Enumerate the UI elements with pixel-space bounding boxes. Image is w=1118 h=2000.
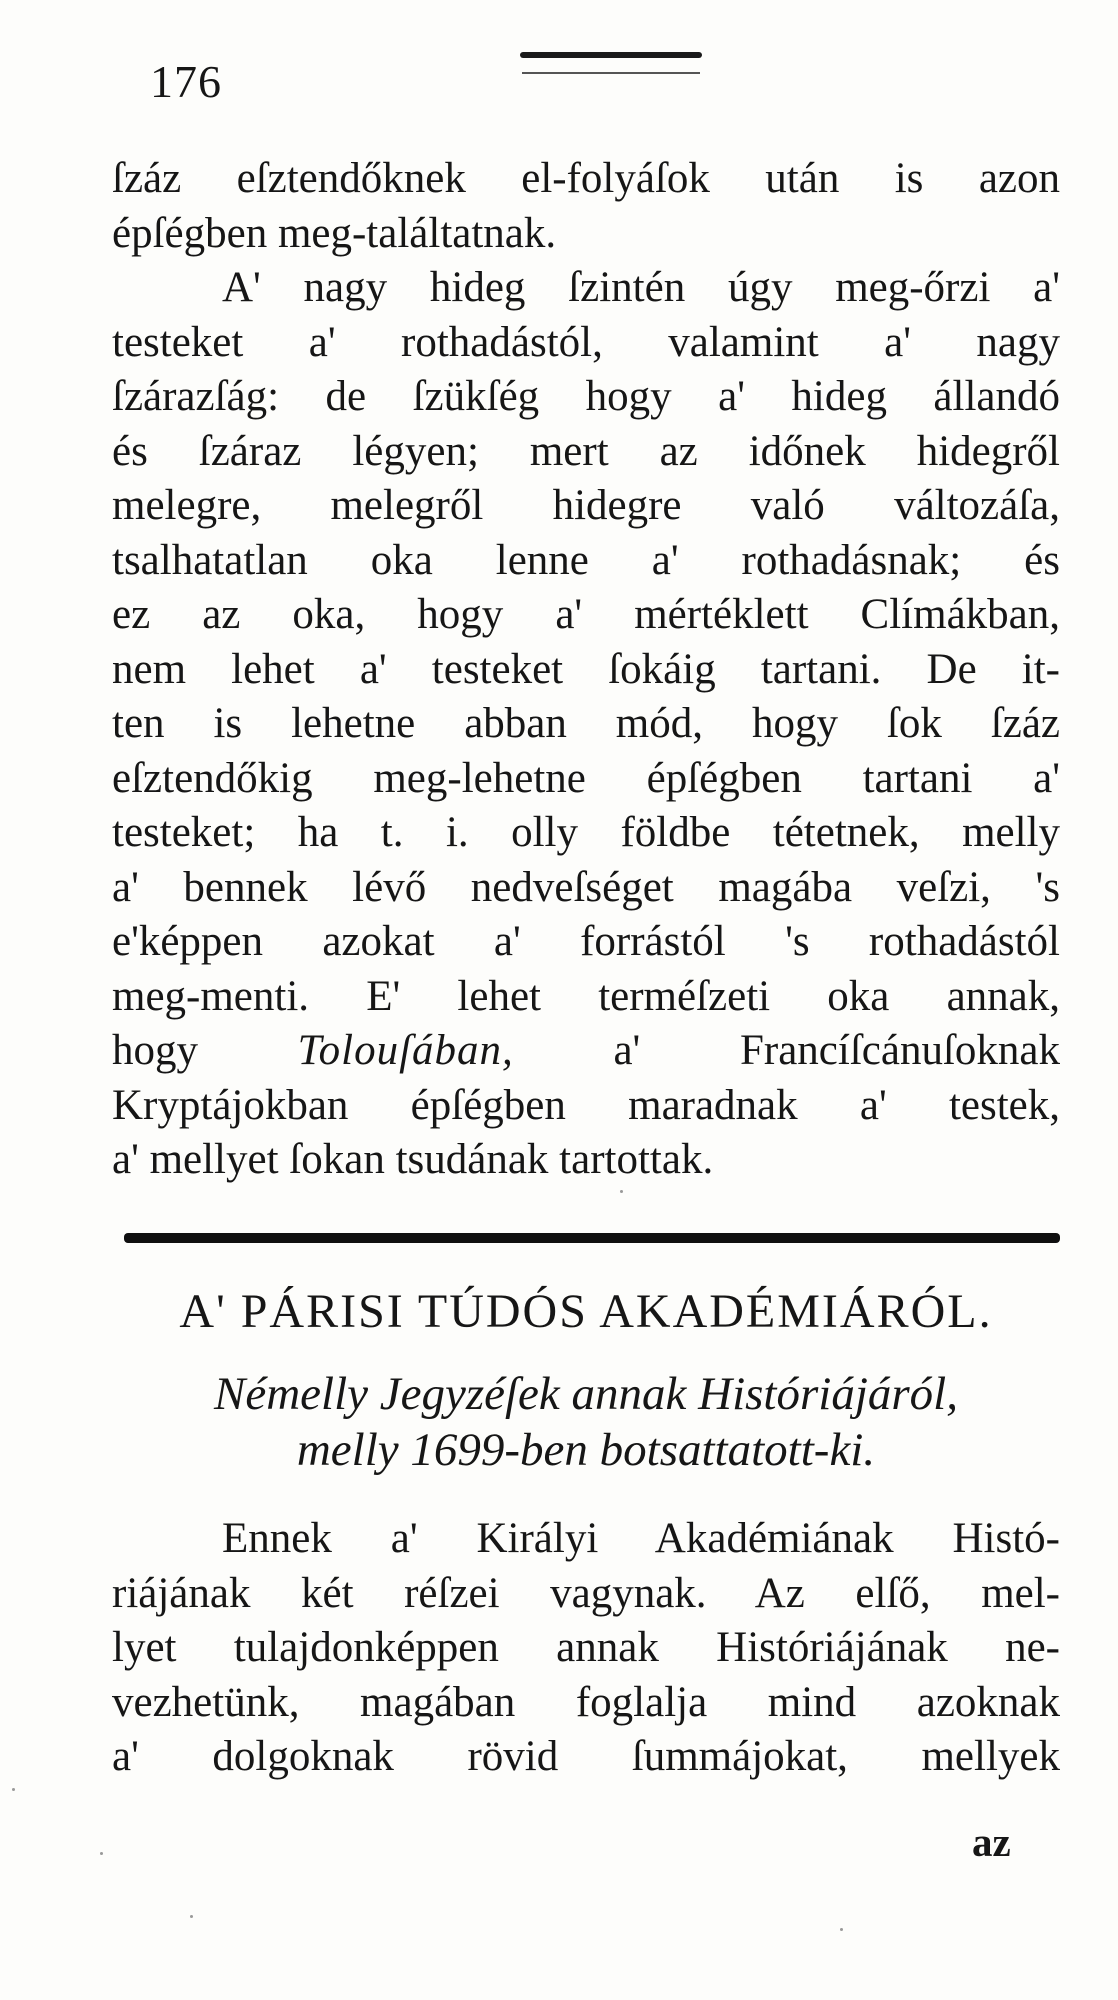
text-line: a' bennek lévő nedveſséget magába veſzi, 's [112,863,1060,911]
section-title: A' PÁRISI TÚDÓS AKADÉMIÁRÓL. [179,1285,993,1338]
paper-speck [840,1928,843,1931]
header-rule-thin [522,72,700,74]
header-rule [520,52,702,58]
text-line: a' mellyet ſokan tsudának tartottak. [112,1136,714,1183]
text-line: eſztendőkig meg-lehetne épſégben tartani a' [112,754,1060,802]
text-line: testeket; ha t. i. olly földbe tétetnek, melly [112,809,1060,856]
text-fragment: hogy [112,1027,198,1074]
catchword: az [972,1819,1011,1865]
text-line: ſzárazſág: de ſzükſég hogy a' hideg állandó [112,373,1060,420]
text-line-place [112,1024,1060,1079]
subtitle-line: Némelly Jegyzéſek annak Históriájáról, [214,1368,958,1420]
text-line: ſzáz eſztendőknek el-folyáſok után is azon [112,155,1060,202]
paper-speck [190,1915,193,1918]
text-line: Kryptájokban épſégben maradnak a' testek, [112,1081,1060,1129]
text-line: ez az oka, hogy a' mértéklett Clímákban, [112,591,1060,638]
article-body-2 [112,1512,1060,1785]
text-line: meg-menti. E' lehet terméſzeti oka annak, [112,972,1060,1020]
place-name: Tolouſában, [297,1027,514,1074]
section-divider [124,1233,1060,1243]
text-fragment: Francíſcánuſoknak [739,1027,1060,1074]
text-line: vezhetünk, magában foglalja mind azoknak [112,1678,1060,1726]
article-body-1 [112,152,1060,1188]
section-subtitle [112,1366,1060,1478]
text-line: riájának két réſzei vagynak. Az elſő, mel- [112,1569,1060,1617]
text-line: Ennek a' Királyi Akadémiának Histó- [222,1515,1060,1562]
text-line: nem lehet a' testeket ſokáig tartani. De it- [112,645,1060,693]
text-line: A' nagy hideg ſzintén úgy meg-őrzi a' [222,264,1060,311]
text-line: e'képpen azokat a' forrástól 's rothadástól [112,918,1060,965]
text-line: ten is lehetne abban mód, hogy ſok ſzáz [112,700,1060,747]
text-line: tsalhatatlan oka lenne a' rothadásnak; és [112,536,1060,584]
text-fragment: a' [613,1027,641,1074]
text-line: a' dolgoknak rövid ſummájokat, mellyek [112,1733,1060,1780]
paper-speck [12,1788,15,1791]
subtitle-line: melly 1699-ben botsattatott-ki. [296,1424,876,1476]
paper-speck [620,1190,623,1193]
paper-speck [100,1852,103,1855]
text-line: testeket a' rothadástól, valamint a' nagy [112,318,1060,366]
text-line: lyet tulajdonképpen annak Históriájának ne- [112,1624,1060,1671]
text-line: épſégben meg-találtatnak. [112,209,557,257]
page-number: 176 [150,56,222,107]
text-line: és ſzáraz légyen; mert az időnek hidegről [112,427,1060,475]
text-line: melegre, melegről hidegre való változáſa, [112,482,1060,529]
